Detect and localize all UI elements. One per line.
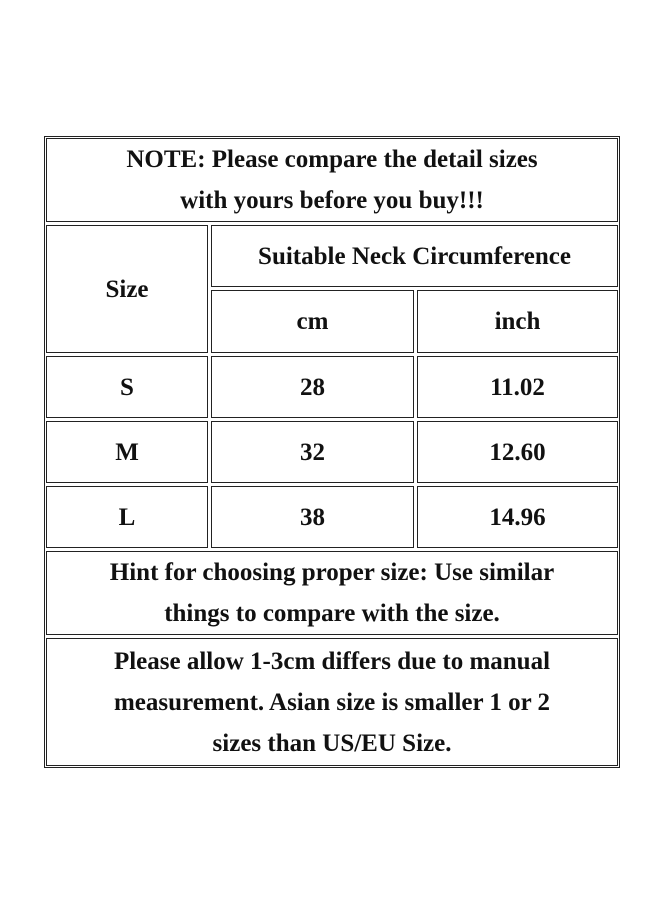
cm-value: 28 [300, 373, 325, 401]
table-row-cm-cell [211, 421, 414, 483]
neck-circumference-header-cell [211, 225, 618, 287]
size-value: S [120, 373, 134, 401]
hint-line-1: Hint for choosing proper size: Use similar [109, 559, 555, 586]
table-row-cm-cell [211, 356, 414, 418]
hint-line-2: things to compare with the size. [164, 600, 500, 627]
disclaimer-cell [46, 638, 618, 766]
note-line-2: with yours before you buy!!! [180, 187, 484, 214]
inch-value: 12.60 [489, 438, 546, 466]
disclaimer-line-1: Please allow 1-3cm differs due to manual [113, 647, 551, 675]
cm-value: 38 [300, 503, 325, 531]
table-row-inch-cell [417, 486, 618, 548]
inch-header-label: inch [494, 308, 541, 335]
table-row-size-cell [46, 486, 208, 548]
cm-header-cell [211, 290, 414, 353]
inch-header-cell [417, 290, 618, 353]
inch-value: 14.96 [489, 503, 546, 531]
table-row-size-cell [46, 421, 208, 483]
inch-value: 11.02 [490, 373, 545, 401]
disclaimer-line-2: measurement. Asian size is smaller 1 or 2 [113, 688, 551, 716]
table-row-size-cell [46, 356, 208, 418]
size-header-cell [46, 225, 208, 353]
note-line-1: NOTE: Please compare the detail sizes [126, 146, 538, 173]
table-row-inch-cell [417, 421, 618, 483]
size-header-label: Size [105, 275, 149, 303]
note-cell [46, 138, 618, 222]
cm-value: 32 [300, 438, 325, 466]
cm-header-label: cm [296, 308, 329, 335]
size-value: M [115, 438, 139, 466]
neck-circumference-header-label: Suitable Neck Circumference [258, 242, 571, 270]
size-value: L [118, 503, 136, 531]
disclaimer-line-3: sizes than US/EU Size. [212, 729, 452, 757]
table-row-inch-cell [417, 356, 618, 418]
table-row-cm-cell [211, 486, 414, 548]
hint-cell [46, 551, 618, 635]
